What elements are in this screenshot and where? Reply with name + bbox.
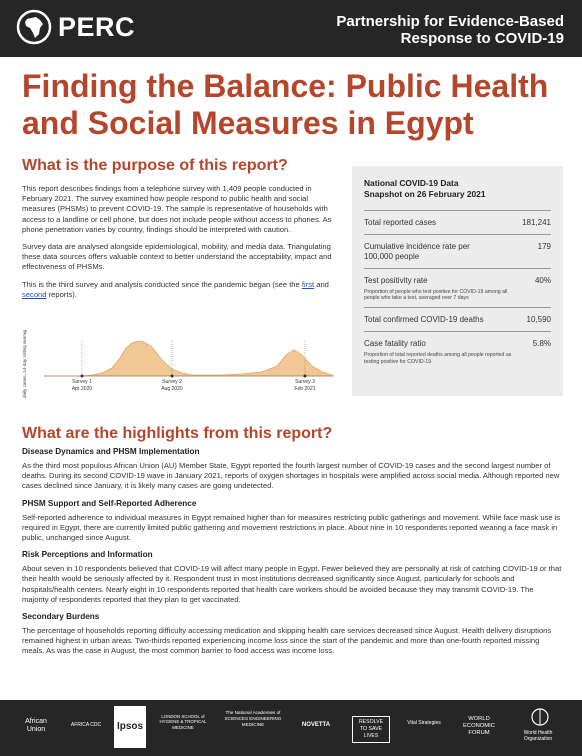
- snapshot-value: 40%: [534, 276, 551, 285]
- africa-globe-icon: [16, 9, 52, 45]
- epi-curve-chart: [22, 330, 342, 398]
- survey3-label: Survey 3: [295, 379, 315, 385]
- page-title-line1: Finding the Balance: Public Health: [22, 68, 549, 104]
- p3-post: reports).: [46, 289, 77, 299]
- x-tick-aug-2020: Aug 2020: [161, 386, 183, 392]
- snapshot-row-cfr: [364, 331, 551, 370]
- resolve-logo: RESOLVE TO SAVE LIVES: [352, 716, 390, 743]
- africa-cdc-logo: AFRICA CDC: [70, 722, 102, 728]
- first-report-link[interactable]: first: [301, 279, 315, 289]
- ipsos-logo: Ipsos: [114, 706, 146, 748]
- snapshot-title-line2: Snapshot on 26 February 2021: [364, 189, 486, 199]
- x-tick-apr-2020: Apr 2020: [71, 386, 93, 392]
- snapshot-label-text: Test positivity rate: [364, 276, 428, 285]
- african-union-logo: African Union: [25, 718, 47, 733]
- highlights-heading: What are the highlights from this report?: [22, 425, 333, 442]
- highlight-secondary-burdens: [22, 612, 562, 657]
- snapshot-title: [364, 178, 551, 200]
- snapshot-label-text: Case fatality ratio: [364, 339, 426, 349]
- header-bar: [0, 0, 582, 57]
- header-title-line1: Partnership for Evidence-Based: [336, 13, 564, 30]
- survey2-label: Survey 2: [162, 379, 182, 385]
- snapshot-label: [364, 276, 508, 302]
- who-logo: World Health Organization: [523, 730, 553, 742]
- snapshot-label: Cumulative incidence rate per 100,000 people: [364, 242, 470, 261]
- national-academies-logo: The National Academies of SCIENCES ENGINEERING MEDICINE: [224, 710, 282, 727]
- purpose-paragraph-1: This report describes findings from a telephone survey with 1,409 people conducted in February 2021. The survey examined how people respond to public health and social measures (PHSMs) to prevent COVID-19. The sample is representative of households with access to a landline or cell phone, but does not include people without access to phones. As phone penetration varies by country, findings should be interpreted with caution.: [22, 184, 332, 234]
- page-title-line2: and Social Measures in Egypt: [22, 105, 474, 141]
- data-snapshot-box: [352, 166, 563, 396]
- snapshot-label: [364, 339, 512, 365]
- highlight-body: As the third most populous African Union (AU) Member State, Egypt reported the fourth largest number of COVID-19 cases and the second largest number of deaths. During its second COVID-19 wave in January 2021, reports of oxygen shortages in hospitals were amplified across social media. Although reported new cases declined since January, it is likely many cases are going undetected.: [22, 461, 560, 491]
- header-title: [336, 13, 564, 47]
- partner-logos-footer: [0, 700, 582, 756]
- epi-curve-area: [44, 341, 332, 376]
- snapshot-value: 179: [537, 242, 551, 251]
- snapshot-row-deaths: [364, 307, 551, 331]
- highlights-list: [22, 447, 562, 664]
- snapshot-label: Total confirmed COVID-19 deaths: [364, 315, 484, 325]
- lshtm-logo: LONDON SCHOOL of HYGIENE & TROPICAL MEDICINE: [159, 714, 207, 730]
- highlight-title: PHSM Support and Self-Reported Adherence: [22, 498, 197, 508]
- highlight-body: About seven in 10 respondents believed that COVID-19 will affect many people in Egypt. Fewer believed they are personally at risk of catching COVID-19 or that their health would be seriously affected by it. Respondent trust in most institutions decreased significantly since August, particularly for schools and hospitals/health centers. Nearly eight in 10 respondents reported that health care workers should be avoided because they may transmit COVID-19. The majority of respondents reported that they plan to get vaccinated.: [22, 564, 562, 604]
- wef-logo: WORLD ECONOMIC FORUM: [463, 716, 495, 736]
- highlight-body: Self-reported adherence to individual measures in Egypt remained higher than for measures restricting public gatherings and movement. While face mask use is required in Egypt, there are currently limited public gathering and movement restrictions in place. About nine in 10 respondents reported wearing a face mask in public, unchanged since August.: [22, 512, 561, 543]
- highlight-title: Risk Perceptions and Information: [22, 550, 153, 560]
- header-title-line2: Response to COVID-19: [400, 30, 564, 47]
- highlight-title: Disease Dynamics and PHSM Implementation: [22, 447, 200, 456]
- survey3-dot: [304, 375, 307, 378]
- x-tick-feb-2021: Feb 2021: [294, 386, 316, 392]
- epi-curve-svg: [22, 330, 342, 398]
- purpose-paragraph-3: [22, 280, 340, 300]
- snapshot-row-positivity: [364, 268, 551, 307]
- p3-mid: and: [314, 279, 329, 289]
- snapshot-note: Proportion of total reported deaths among all people reported as testing positive for COVID-19: [364, 352, 512, 365]
- who-emblem-icon: [530, 706, 550, 728]
- highlight-title: Secondary Burdens: [22, 612, 100, 622]
- survey1-dot: [81, 375, 84, 378]
- perc-logo: [16, 9, 135, 45]
- snapshot-value: 10,590: [526, 315, 551, 325]
- survey1-label: Survey 1: [72, 379, 92, 385]
- snapshot-value: 5.8%: [532, 339, 551, 349]
- page-title: [22, 68, 562, 142]
- highlight-phsm-support: [22, 499, 562, 544]
- second-report-link[interactable]: second: [22, 289, 47, 299]
- p3-pre: This is the third survey and analysis conducted since the pandemic began (see the: [22, 279, 302, 289]
- highlight-disease-dynamics: [22, 447, 562, 492]
- snapshot-title-line1: National COVID-19 Data: [364, 178, 459, 188]
- snapshot-row-incidence: [364, 234, 551, 268]
- highlight-risk-perceptions: [22, 550, 562, 605]
- chart-ylabel: New daily cases, 14-day rolling average: [22, 330, 27, 398]
- logo-text: PERC: [58, 11, 136, 42]
- purpose-heading: What is the purpose of this report?: [22, 157, 288, 174]
- highlight-body: The percentage of households reporting difficulty accessing medication and skipping health care services decreased since August. Health delivery disruptions remained highest in urban areas. Two-thirds reported experiencing income loss since the start of the pandemic and more than one-fourth reported missing meals. As was the case in August, the most common barrier to food access was income loss.: [22, 626, 552, 656]
- snapshot-label: Total reported cases: [364, 218, 437, 227]
- snapshot-value: 181,241: [522, 218, 551, 227]
- vital-strategies-logo: Vital Strategies: [407, 720, 441, 726]
- snapshot-note: Proportion of people who test positive for COVID-19 among all people who take a test, averaged over 7 days: [364, 289, 508, 302]
- purpose-paragraph-2: Survey data are analysed alongside epidemiological, mobility, and media data. Triangulating these data sources offers valuable context to better understand the acceptability, impact and effectiveness of PHSMs.: [22, 242, 332, 272]
- novetta-logo: NOVETTA: [301, 722, 331, 728]
- snapshot-row-total-cases: [364, 210, 551, 234]
- survey2-dot: [171, 375, 174, 378]
- purpose-text: [22, 184, 340, 307]
